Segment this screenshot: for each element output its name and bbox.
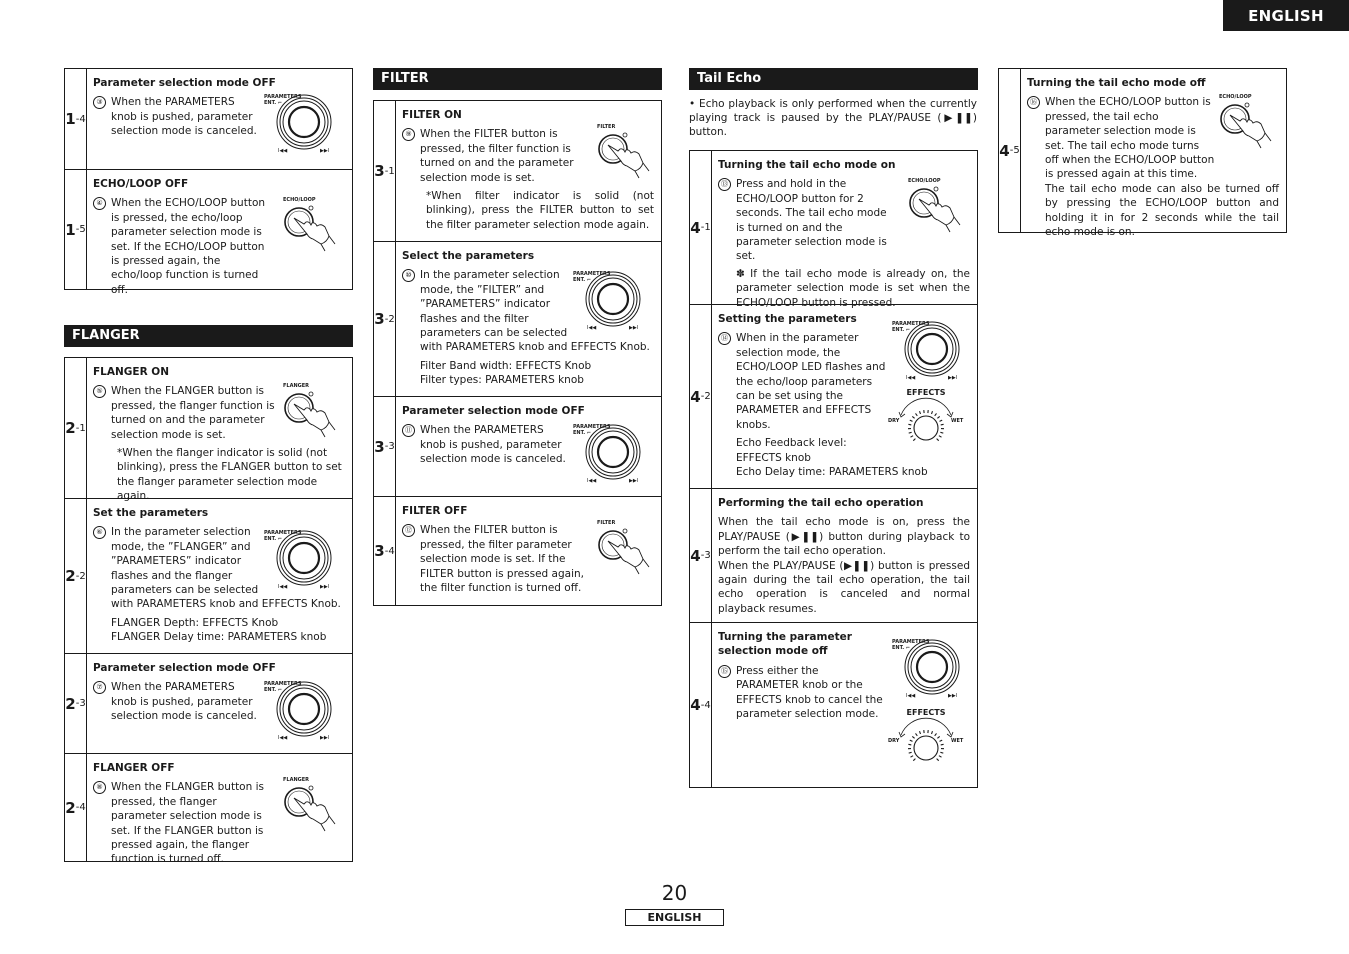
- step-4-2: [690, 305, 977, 489]
- step-1-4: [65, 69, 352, 170]
- step-title: ECHO/LOOP OFF: [93, 178, 189, 190]
- step-title: Parameter selection mode OFF: [93, 77, 276, 89]
- step-marker: ⑪: [402, 424, 415, 437]
- svg-text:▶▶I: ▶▶I: [320, 584, 330, 589]
- flanger-button-icon: [277, 774, 341, 832]
- svg-text:EFFECTS: EFFECTS: [906, 388, 946, 397]
- step-title: Performing the tail echo operation: [718, 497, 924, 509]
- svg-text:ENT. ⌐: ENT. ⌐: [892, 327, 911, 333]
- step-2-2: [65, 499, 352, 654]
- step-number: 1 -4: [65, 69, 87, 169]
- filter-header: FILTER: [373, 68, 662, 90]
- step-title: Turning the parameter selection mode off: [718, 631, 852, 658]
- svg-text:ENT. ⌐: ENT. ⌐: [892, 645, 911, 651]
- step-title: Set the parameters: [93, 507, 209, 519]
- step-marker: ⑤: [93, 385, 106, 398]
- step-4-5: [999, 69, 1286, 239]
- svg-text:I◀◀: I◀◀: [278, 735, 288, 740]
- parameters-knob-icon: [571, 421, 641, 483]
- step-number: 3 -1: [374, 101, 396, 241]
- step-marker: ⑩: [402, 269, 415, 282]
- svg-text:ENT. ⌐: ENT. ⌐: [264, 100, 283, 106]
- svg-text:I◀◀: I◀◀: [587, 478, 597, 483]
- step-detail: Filter Band width: EFFECTS Knob: [420, 359, 592, 372]
- svg-text:I◀◀: I◀◀: [278, 148, 288, 153]
- tail-echo-header: Tail Echo: [689, 68, 978, 90]
- step-number: 2 -4: [65, 754, 87, 861]
- step-title: FLANGER ON: [93, 366, 170, 378]
- step-detail: Echo Feedback level:: [736, 437, 847, 450]
- svg-text:▶▶I: ▶▶I: [320, 735, 330, 740]
- page-number: 20: [661, 881, 688, 905]
- echo-loop-button-icon: [902, 175, 966, 233]
- step-4-3: [690, 489, 977, 623]
- svg-text:FLANGER: FLANGER: [283, 383, 310, 389]
- svg-text:ECHO/LOOP: ECHO/LOOP: [1219, 94, 1252, 100]
- step-number: 2 -2: [65, 499, 87, 653]
- step-note: *When the flanger indicator is solid (not blinking), press the FLANGER button to set the flanger parameter selection mode again.: [117, 447, 342, 503]
- parameters-knob-icon: [890, 636, 960, 698]
- svg-text:ECHO/LOOP: ECHO/LOOP: [908, 178, 941, 184]
- step-detail: FLANGER Depth: EFFECTS Knob: [111, 616, 279, 629]
- flanger-button-icon: [277, 380, 341, 438]
- flanger-header: FLANGER: [64, 325, 353, 347]
- svg-text:EFFECTS: EFFECTS: [906, 708, 946, 717]
- step-text: When the FLANGER button is pressed, the flanger parameter selection mode is set. If the FLANGER button is pressed again, the flanger function is turned off.: [111, 781, 264, 866]
- step-detail: EFFECTS knob: [736, 451, 811, 464]
- step-marker: ⑫: [402, 524, 415, 537]
- step-3-4: [374, 497, 661, 605]
- svg-text:WET: WET: [951, 738, 964, 744]
- step-number: 3 -4: [374, 497, 396, 605]
- step-2-4: [65, 754, 352, 866]
- svg-text:I◀◀: I◀◀: [278, 584, 288, 589]
- step-text: When the PARAMETERS knob is pushed, parameter selection mode is canceled.: [420, 424, 566, 466]
- svg-text:WET: WET: [951, 418, 964, 424]
- step-text: Press and hold in the ECHO/LOOP button for 2 seconds. The tail echo mode is turned on and the parameter selection mode is set.: [736, 178, 887, 263]
- step-number: 2 -3: [65, 654, 87, 753]
- steps-2-box: [64, 357, 353, 866]
- step-4-1: [690, 151, 977, 309]
- step-text: When the FILTER button is pressed, the filter function is turned on and the parameter selection mode is set.: [420, 128, 574, 184]
- step-text: In the parameter selection mode, the ”FLANGER” and ”PARAMETERS” indicator flashes and the flanger parameters can be selected with PARAMETERS knob and EFFECTS Knob.: [111, 526, 341, 611]
- step-title: FILTER OFF: [402, 505, 468, 517]
- step-text: In the parameter selection mode, the ”FILTER” and ”PARAMETERS” indicator flashes and the filter parameters can be selected with PARAMETERS knob and EFFECTS Knob.: [420, 269, 650, 354]
- parameters-knob-icon: [262, 527, 332, 589]
- step-4-4: [690, 623, 977, 787]
- step-text: When in the parameter selection mode, the ECHO/LOOP LED flashes and the echo/loop parameters can be set using the PARAMETER and EFFECTS knobs.: [736, 332, 886, 431]
- step-title: FILTER ON: [402, 109, 462, 121]
- step-marker: ⑨: [402, 128, 415, 141]
- parameters-knob-icon: [571, 268, 641, 330]
- step-title: FLANGER OFF: [93, 762, 175, 774]
- steps-1-box: [64, 68, 353, 296]
- step-number: 3 -2: [374, 242, 396, 396]
- svg-text:I◀◀: I◀◀: [587, 325, 597, 330]
- step-text: The tail echo mode can also be turned off by pressing the ECHO/LOOP button and holding it in for 2 seconds while the tail echo mode is on.: [1045, 182, 1279, 239]
- step-number: 2 -1: [65, 358, 87, 498]
- step-number: 4 -2: [690, 305, 712, 488]
- step-text: When the ECHO/LOOP button is pressed, the echo/loop parameter selection mode is set. If the ECHO/LOOP button is pressed again, the echo/loop function is turned off.: [111, 197, 266, 296]
- step-text: When the PARAMETERS knob is pushed, parameter selection mode is canceled.: [111, 96, 257, 138]
- step-text: Press either the PARAMETER knob or the EFFECTS knob to cancel the parameter selection mode.: [736, 664, 883, 721]
- step-number: 1 -5: [65, 170, 87, 289]
- step-3-2: [374, 242, 661, 397]
- svg-text:ENT. ⌐: ENT. ⌐: [573, 277, 592, 283]
- step-text: When the FILTER button is pressed, the filter parameter selection mode is set. If the FILTER button is pressed again, the filter function is turned off.: [420, 524, 584, 595]
- svg-text:FLANGER: FLANGER: [283, 777, 310, 783]
- svg-text:PARAMETERS: PARAMETERS: [264, 530, 302, 536]
- svg-text:PARAMETERS: PARAMETERS: [264, 681, 302, 687]
- footer-language-tab: ENGLISH: [625, 909, 724, 926]
- svg-text:I◀◀: I◀◀: [906, 693, 916, 698]
- step-marker: ⑯: [1027, 96, 1040, 109]
- step-text: When the PARAMETERS knob is pushed, parameter selection mode is canceled.: [111, 681, 257, 723]
- echo-loop-button-icon: [1213, 91, 1277, 149]
- step-detail: Echo Delay time: PARAMETERS knob: [736, 466, 928, 479]
- step-detail: FLANGER Delay time: PARAMETERS knob: [111, 631, 327, 644]
- step-number: 4 -3: [690, 489, 712, 622]
- svg-text:PARAMETERS: PARAMETERS: [892, 321, 930, 327]
- svg-text:▶▶I: ▶▶I: [948, 375, 958, 380]
- filter-button-icon: [591, 121, 655, 179]
- step-text: When the FLANGER button is pressed, the flanger function is turned on and the parameter selection mode is set.: [111, 385, 275, 441]
- step-text: When the tail echo mode is on, press the PLAY/PAUSE (▶❚❚) button during playback to perform the tail echo operation.: [718, 516, 970, 558]
- step-title: Parameter selection mode OFF: [93, 662, 276, 674]
- step-3-3: [374, 397, 661, 497]
- svg-text:I◀◀: I◀◀: [906, 375, 916, 380]
- step-marker: ⑬: [718, 178, 731, 191]
- step-number: 4 -1: [690, 151, 712, 304]
- step-title: Turning the tail echo mode off: [1027, 77, 1206, 89]
- language-tab: ENGLISH: [1223, 0, 1349, 31]
- effects-knob-icon: [887, 707, 965, 769]
- svg-text:▶▶I: ▶▶I: [629, 325, 639, 330]
- tail-echo-intro: • Echo playback is only performed when the currently playing track is paused by the PLAY/PAUSE (▶❚❚) button.: [689, 98, 977, 139]
- step-1-5: [65, 170, 352, 296]
- svg-text:ECHO/LOOP: ECHO/LOOP: [283, 197, 316, 203]
- step-title: Turning the tail echo mode on: [718, 159, 896, 171]
- step-2-3: [65, 654, 352, 754]
- step-marker: ③: [93, 96, 106, 109]
- steps-3-box: [373, 100, 662, 606]
- svg-text:▶▶I: ▶▶I: [948, 693, 958, 698]
- steps-4-5-box: [998, 68, 1287, 239]
- parameters-knob-icon: [890, 318, 960, 380]
- svg-text:FILTER: FILTER: [597, 520, 616, 526]
- svg-text:ENT. ⌐: ENT. ⌐: [264, 536, 283, 542]
- parameters-knob-icon: [262, 91, 332, 153]
- step-title: Setting the parameters: [718, 313, 857, 325]
- echo-loop-button-icon: [277, 194, 341, 252]
- effects-knob-icon: [887, 387, 965, 449]
- step-detail: Filter types: PARAMETERS knob: [420, 374, 584, 387]
- step-title: Select the parameters: [402, 250, 535, 262]
- svg-text:PARAMETERS: PARAMETERS: [573, 424, 611, 430]
- svg-text:PARAMETERS: PARAMETERS: [892, 639, 930, 645]
- svg-text:ENT. ⌐: ENT. ⌐: [573, 430, 592, 436]
- svg-text:PARAMETERS: PARAMETERS: [264, 94, 302, 100]
- step-marker: ⑦: [93, 681, 106, 694]
- steps-4-box: [689, 150, 978, 788]
- step-title: Parameter selection mode OFF: [402, 405, 585, 417]
- svg-text:ENT. ⌐: ENT. ⌐: [264, 687, 283, 693]
- svg-text:▶▶I: ▶▶I: [629, 478, 639, 483]
- filter-button-icon: [591, 517, 655, 575]
- step-2-1: [65, 358, 352, 503]
- step-marker: ④: [93, 197, 106, 210]
- step-note: *When filter indicator is solid (not blinking), press the FILTER button to set the filter parameter selection mode again.: [426, 190, 654, 231]
- svg-text:▶▶I: ▶▶I: [320, 148, 330, 153]
- step-note: ✽ If the tail echo mode is already on, the parameter selection mode is set when the ECHO/LOOP button is pressed.: [736, 267, 970, 309]
- step-marker: ⑮: [718, 665, 731, 678]
- step-number: 3 -3: [374, 397, 396, 496]
- svg-text:DRY: DRY: [888, 738, 900, 744]
- step-text: When the PLAY/PAUSE (▶❚❚) button is pressed again during the tail echo operation, the tail echo operation is canceled and normal playback resumes.: [718, 559, 970, 615]
- svg-text:DRY: DRY: [888, 418, 900, 424]
- step-marker: ⑧: [93, 781, 106, 794]
- step-marker: ⑭: [718, 332, 731, 345]
- svg-text:PARAMETERS: PARAMETERS: [573, 271, 611, 277]
- parameters-knob-icon: [262, 678, 332, 740]
- step-text: When the ECHO/LOOP button is pressed, the tail echo parameter selection mode is set. The tail echo mode turns off when the ECHO/LOOP button is pressed again at this time.: [1045, 96, 1215, 181]
- step-3-1: [374, 101, 661, 242]
- step-number: 4 -4: [690, 623, 712, 787]
- svg-text:FILTER: FILTER: [597, 124, 616, 130]
- step-number: 4 -5: [999, 69, 1021, 232]
- step-marker: ⑥: [93, 526, 106, 539]
